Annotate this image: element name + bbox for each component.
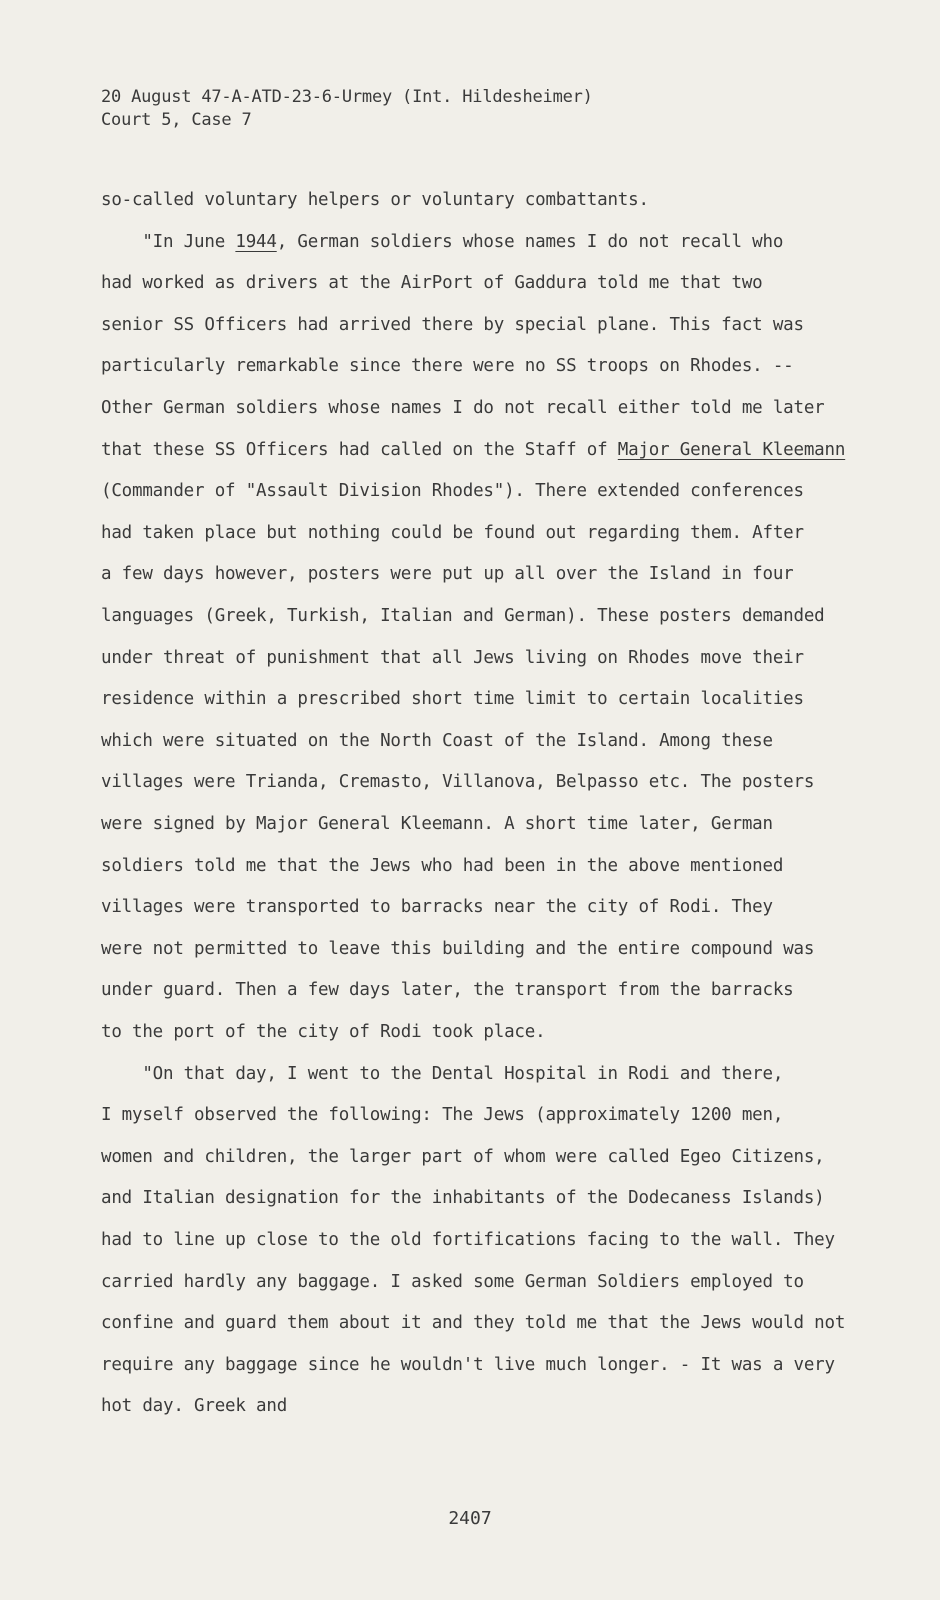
text-line bbox=[101, 814, 773, 834]
text-line bbox=[101, 1355, 835, 1375]
text-segment: had to line up close to the old fortifications facing to the wall. They bbox=[101, 1230, 835, 1250]
text-segment: that these SS Officers had called on the Staff of bbox=[101, 439, 618, 460]
text-segment: villages were Trianda, Cremasto, Villanova, Belpasso etc. The posters bbox=[101, 772, 815, 793]
text-segment: under threat of punishment that all Jews living on Rhodes move their bbox=[101, 647, 804, 668]
text-segment: carried hardly any baggage. I asked some German Soldiers employed to bbox=[101, 1271, 804, 1292]
text-line bbox=[101, 481, 804, 501]
header-court-line: Court 5, Case 7 bbox=[101, 110, 252, 130]
text-line bbox=[101, 1272, 804, 1292]
text-segment: confine and guard them about it and they told me that the Jews would not bbox=[101, 1313, 846, 1334]
text-segment: I myself observed the following: The Jews (approximately 1200 men, bbox=[101, 1105, 784, 1126]
text-segment: (Commander of "Assault Division Rhodes"). There extended conferences bbox=[101, 481, 804, 502]
text-segment: languages (Greek, Turkish, Italian and German). These posters demanded bbox=[101, 606, 825, 626]
text-segment: residence within a prescribed short time limit to certain localities bbox=[101, 689, 804, 710]
text-segment: require any baggage since he wouldn't live much longer. - It was a very bbox=[101, 1354, 835, 1375]
text-line bbox=[101, 315, 804, 335]
text-line bbox=[101, 1022, 545, 1042]
text-line bbox=[101, 856, 783, 876]
text-line bbox=[101, 897, 773, 917]
text-segment: were not permitted to leave this building and the entire compound was bbox=[101, 938, 815, 959]
underlined-text: Major General Kleemann bbox=[617, 439, 846, 460]
text-line bbox=[101, 190, 649, 210]
text-line bbox=[101, 564, 794, 584]
text-segment: Other German soldiers whose names I do not recall either told me later bbox=[101, 398, 825, 418]
text-line bbox=[101, 1105, 783, 1125]
text-line bbox=[101, 232, 783, 252]
document-header bbox=[101, 86, 593, 132]
text-line bbox=[101, 939, 814, 959]
text-segment: "In June bbox=[101, 231, 236, 252]
text-segment: , German soldiers whose names I do not recall who bbox=[276, 231, 784, 252]
text-segment: women and children, the larger part of whom were called Egeo Citizens, bbox=[101, 1146, 825, 1167]
text-line bbox=[101, 1147, 825, 1167]
text-line bbox=[101, 731, 773, 751]
page-number: 2407 bbox=[448, 1508, 492, 1529]
text-line bbox=[101, 980, 794, 1000]
text-line bbox=[101, 440, 845, 460]
text-segment: were signed by Major General Kleemann. A short time later, German bbox=[101, 814, 773, 834]
text-line bbox=[101, 1064, 783, 1084]
text-segment: soldiers told me that the Jews who had been in the above mentioned bbox=[101, 855, 784, 876]
text-segment: so-called voluntary helpers or voluntary combattants. bbox=[101, 190, 649, 210]
text-segment: had worked as drivers at the AirPort of Gaddura told me that two bbox=[101, 273, 763, 294]
text-segment: had taken place but nothing could be found out regarding them. After bbox=[101, 522, 804, 543]
text-line bbox=[101, 606, 825, 626]
text-line bbox=[101, 523, 804, 543]
text-line bbox=[101, 1188, 825, 1208]
text-line bbox=[101, 1313, 845, 1333]
text-segment: to the port of the city of Rodi took place. bbox=[101, 1022, 546, 1042]
text-line bbox=[101, 689, 804, 709]
text-segment: "On that day, I went to the Dental Hospital in Rodi and there, bbox=[101, 1063, 784, 1084]
underlined-text: 1944 bbox=[235, 231, 277, 252]
text-line bbox=[101, 398, 825, 418]
text-segment: which were situated on the North Coast of the Island. Among these bbox=[101, 730, 773, 751]
text-segment: and Italian designation for the inhabitants of the Dodecaness Islands) bbox=[101, 1188, 825, 1209]
text-line bbox=[101, 1396, 287, 1416]
text-line bbox=[101, 273, 763, 293]
text-segment: senior SS Officers had arrived there by special plane. This fact was bbox=[101, 314, 804, 335]
text-line bbox=[101, 356, 794, 376]
text-line bbox=[101, 772, 814, 792]
text-line bbox=[101, 648, 804, 668]
text-segment: under guard. Then a few days later, the transport from the barracks bbox=[101, 980, 794, 1001]
text-segment: a few days however, posters were put up all over the Island in four bbox=[101, 564, 794, 585]
header-reference-line: 20 August 47-A-ATD-23-6-Urmey (Int. Hildesheimer) bbox=[101, 87, 593, 107]
text-line bbox=[101, 1230, 835, 1250]
text-segment: particularly remarkable since there were no SS troops on Rhodes. -- bbox=[101, 356, 794, 377]
text-segment: hot day. Greek and bbox=[101, 1396, 288, 1417]
text-segment: villages were transported to barracks near the city of Rodi. They bbox=[101, 897, 773, 918]
